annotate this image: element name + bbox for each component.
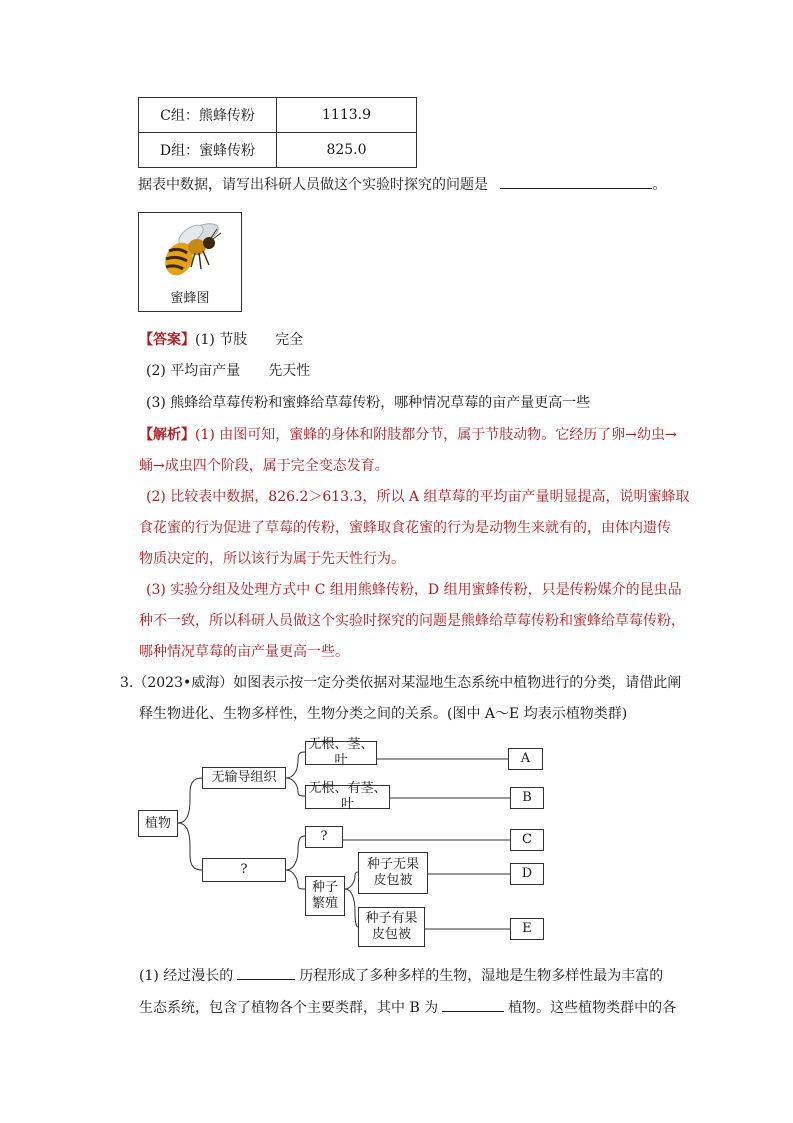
node-letter-e: E xyxy=(510,918,544,940)
node-unknown: ? xyxy=(202,858,286,882)
node-seed-no-fruit: 种子无果皮包被 xyxy=(358,852,428,894)
analysis-line-2: 蛹→成虫四个阶段，属于完全变态发育。 xyxy=(139,458,389,474)
question-end: 。 xyxy=(652,177,667,193)
analysis-line-7: 种不一致，所以科研人员做这个实验时探究的问题是熊蜂给草莓传粉和蜜蜂给草莓传粉， xyxy=(139,613,685,629)
answer-line-2: (2) 平均亩产量 先天性 xyxy=(146,363,311,379)
analysis-line-4: 食花蜜的行为促进了草莓的传粉，蜜蜂取食花蜜的行为是动物生来就有的，由体内遗传 xyxy=(139,520,671,536)
analysis-line-8: 哪种情况草莓的亩产量更高一些。 xyxy=(139,644,349,660)
node-root: 植物 xyxy=(138,810,178,837)
node-letter-d: D xyxy=(510,863,544,885)
node-letter-b: B xyxy=(510,787,544,809)
answer-blank xyxy=(442,997,504,1012)
node-letter-c: C xyxy=(510,829,544,851)
table-cell-group: D组：蜜蜂传粉 xyxy=(139,133,277,168)
answer-line-3: (3) 熊蜂给草莓传粉和蜜蜂给草莓传粉，哪种情况草莓的亩产量更高一些 xyxy=(146,395,591,411)
sub1-line-2 xyxy=(139,997,676,1018)
analysis-line-6: (3) 实验分组及处理方式中 C 组用熊蜂传粉，D 组用蜜蜂传粉，只是传粉媒介的昆虫品 xyxy=(146,582,682,598)
node-unknown-2: ? xyxy=(305,826,343,848)
node-no-root-stem-leaf: 无根、茎、叶 xyxy=(305,741,377,765)
node-letter-a: A xyxy=(508,748,543,770)
analysis-line-5: 物质决定的，所以该行为属于先天性行为。 xyxy=(139,551,405,567)
node-no-vascular: 无输导组织 xyxy=(202,767,286,789)
table-cell-group: C组：熊蜂传粉 xyxy=(139,98,277,133)
analysis-line-3: (2) 比较表中数据，826.2＞613.3，所以 A 组草莓的平均亩产量明显提高，说明蜜蜂取 xyxy=(146,489,690,505)
question-text: 据表中数据，请写出科研人员做这个实验时探究的问题是 xyxy=(138,177,488,193)
figure-caption: 蜜蜂图 xyxy=(170,291,210,306)
table-cell-value: 825.0 xyxy=(277,133,417,168)
table-cell-value: 1113.9 xyxy=(277,98,417,133)
answer-text-1: (1) 节肢 完全 xyxy=(195,332,304,348)
node-seed-fruit: 种子有果皮包被 xyxy=(358,907,425,947)
node-seed-reproduction: 种子繁殖 xyxy=(305,876,345,916)
sub1-text-c: 生态系统，包含了植物各个主要类群，其中 B 为 xyxy=(139,1000,439,1016)
question3-line-1: 3.（2023•威海）如图表示按一定分类依据对某湿地生态系统中植物进行的分类，请借此阐 xyxy=(120,675,682,691)
answer-label: 【答案】 xyxy=(139,332,195,348)
sub1-line-1 xyxy=(139,965,663,986)
sub1-text-d: 植物。这些植物类群中的各 xyxy=(508,1000,677,1016)
analysis-label: 【解析】 xyxy=(139,427,195,443)
node-stem-leaf: 无根、有茎、叶 xyxy=(305,785,390,809)
question3-line-2: 释生物进化、生物多样性，生物分类之间的关系。(图中 A～E 均表示植物类群) xyxy=(139,706,628,722)
sub1-text-b: 历程形成了多种多样的生物，湿地是生物多样性最为丰富的 xyxy=(299,968,664,984)
analysis-text-1a: (1) 由图可知，蜜蜂的身体和附肢都分节，属于节肢动物。它经历了卵→幼虫→ xyxy=(195,427,677,443)
sub1-text-a: (1) 经过漫长的 xyxy=(139,968,234,984)
answer-blank xyxy=(237,965,295,980)
